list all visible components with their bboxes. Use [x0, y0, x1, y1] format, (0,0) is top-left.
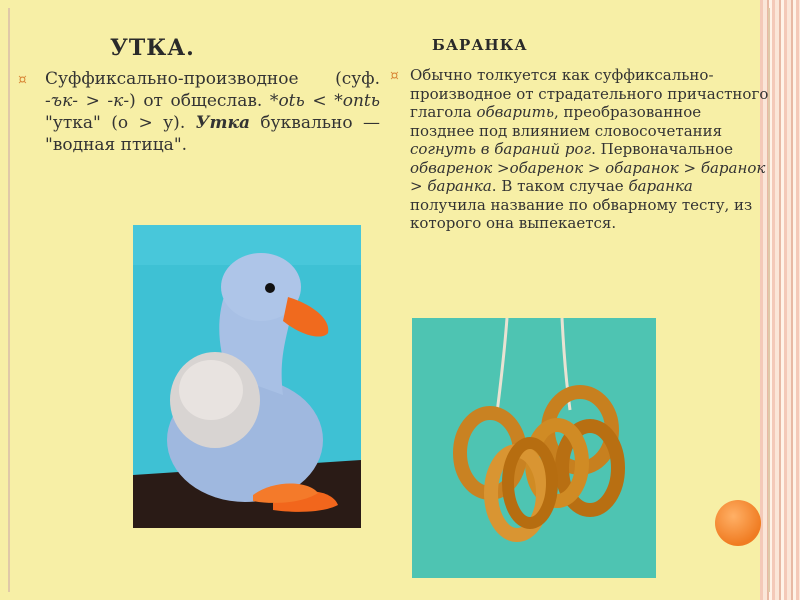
- etymology-utka-text: [45, 68, 380, 156]
- word-form: баранка: [628, 177, 693, 195]
- text-part: "утка" (о > у).: [45, 113, 196, 133]
- word-form: согнуть в бараний рог: [410, 140, 592, 158]
- word-form: баранка: [427, 177, 492, 195]
- duck-illustration: [133, 225, 361, 528]
- duck-toy-photo: [133, 225, 361, 528]
- headword: Утка: [195, 113, 250, 133]
- text-part: >: [583, 158, 606, 177]
- text-part: ) от общеслав. *: [129, 91, 279, 111]
- title-utka: УТКА.: [110, 35, 195, 61]
- word-form: обварить: [476, 103, 554, 121]
- text-part: . В таком случае: [491, 177, 629, 195]
- root-form: оtь: [278, 91, 305, 111]
- title-baranka: БАРАНКА: [432, 36, 528, 54]
- word-form: баранок: [700, 158, 766, 177]
- text-part: Суффиксально-производное (суф.: [45, 69, 380, 89]
- text-part: >: [410, 177, 428, 195]
- word-form: обваренок: [410, 158, 493, 177]
- text-part: , преобразованное позднее под влиянием словосочетания: [410, 103, 723, 140]
- bullet-icon: ¤: [390, 68, 399, 84]
- bagels-illustration: [412, 318, 656, 578]
- word-form: обаренок: [509, 158, 584, 177]
- root-form: ontь: [342, 91, 381, 111]
- text-part: < *: [304, 91, 343, 111]
- text-part: получила название по обварному тесту, из которого она выпекается.: [410, 195, 753, 232]
- text-part: Обычно толкуется как суффиксально-производное от страдательного причастного глагола: [410, 66, 769, 121]
- bagels-on-string-photo: [412, 318, 656, 578]
- etymology-baranka-text: [410, 66, 770, 233]
- decorative-orange-dot: [715, 500, 761, 546]
- word-form: обаранок: [605, 158, 679, 177]
- suffix-text: -ък- > -к-: [45, 91, 130, 111]
- text-part: >: [678, 158, 701, 177]
- bullet-icon: ¤: [18, 72, 27, 88]
- text-part: >: [492, 158, 510, 177]
- text-part: буквально — "водная птица".: [45, 113, 381, 155]
- text-part: . Первоначальное: [591, 140, 734, 158]
